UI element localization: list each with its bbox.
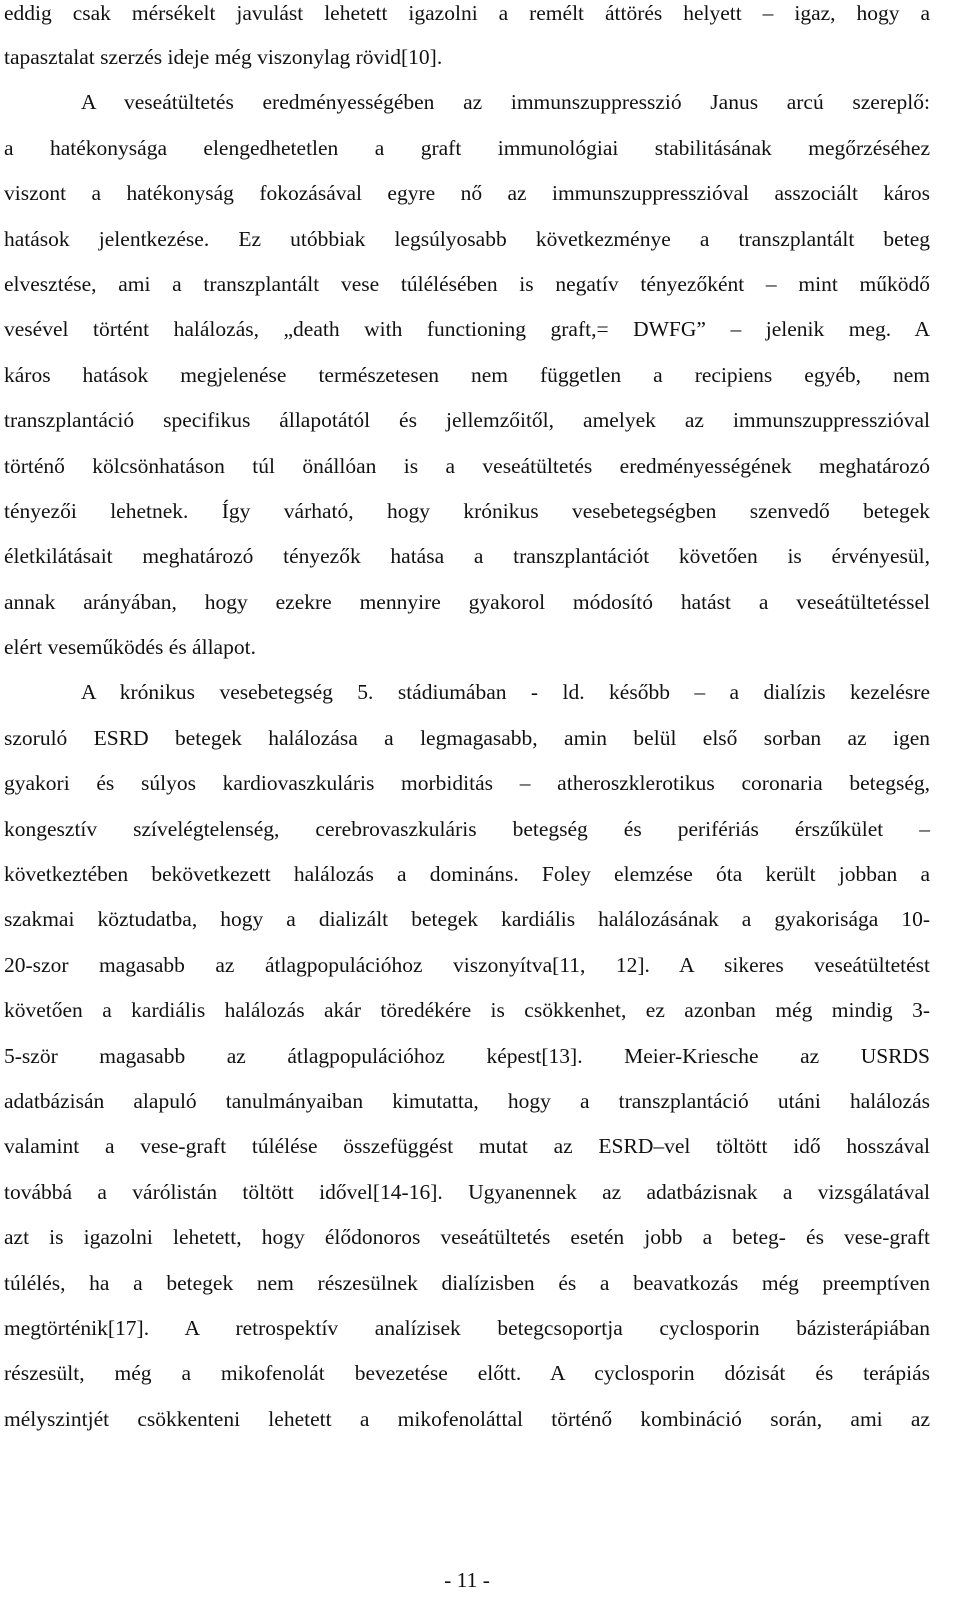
text-line: tényezői lehetnek. Így várható, hogy krónikus vesebetegségben szenvedő betegek [4,498,930,523]
text-line: kongesztív szívelégtelenség, cerebrovaszkuláris betegség és perifériás érszűkület – [4,816,930,841]
text-line: tapasztalat szerzés ideje még viszonylag rövid[10]. [4,45,443,69]
text-line: annak arányában, hogy ezekre mennyire gyakorol módosító hatást a veseátültetéssel [4,589,930,614]
text-line: szoruló ESRD betegek halálozása a legmagasabb, amin belül első sorban az igen [4,725,930,750]
text-line: részesült, még a mikofenolát bevezetése előtt. A cyclosporin dózisát és terápiás [4,1361,930,1386]
text-line: elvesztése, ami a transzplantált vese túlélésében is negatív tényezőként – mint működő [4,271,930,296]
paragraph-3 [4,677,930,1449]
text-line: valamint a vese-graft túlélése összefüggést mutat az ESRD–vel töltött idő hosszával [4,1134,930,1159]
text-line: hatások jelentkezése. Ez utóbbiak legsúlyosabb következménye a transzplantált beteg [4,226,930,251]
text-line: adatbázisán alapuló tanulmányaiban kimutatta, hogy a transzplantáció utáni halálozás [4,1088,930,1113]
paragraph-2 [4,87,930,677]
text-line: életkilátásait meghatározó tényezők hatása a transzplantációt követően is érvényesül, [4,544,930,569]
text-line: A veseátültetés eredményességében az immunszuppresszió Janus arcú szereplő: [81,90,930,115]
text-line: túlélés, ha a betegek nem részesülnek dialízisben és a beavatkozás még preemptíven [4,1270,930,1295]
document-page [4,0,930,1449]
text-line: eddig csak mérsékelt javulást lehetett igazolni a remélt áttörés helyett – igaz, hogy a [4,1,930,25]
text-line: 20-szor magasabb az átlagpopulációhoz viszonyítva[11, 12]. A sikeres veseátültetést [4,952,930,977]
text-line: vesével történt halálozás, „death with functioning graft,= DWFG” – jelenik meg. A [4,317,930,342]
text-line: azt is igazolni lehetett, hogy élődonoros veseátültetés esetén jobb a beteg- és vese-graft [4,1225,930,1250]
text-line: történő kölcsönhatáson túl önállóan is a veseátültetés eredményességének meghatározó [4,453,930,478]
text-line: mélyszintjét csökkenteni lehetett a mikofenoláttal történő kombináció során, ami az [4,1406,930,1431]
text-line: elért veseműködés és állapot. [4,635,256,660]
paragraph-1 [4,0,930,87]
text-line: transzplantáció specifikus állapotától és jellemzőitől, amelyek az immunszuppresszióval [4,408,930,433]
text-line: 5-ször magasabb az átlagpopulációhoz képest[13]. Meier-Kriesche az USRDS [4,1043,930,1068]
text-line: viszont a hatékonyság fokozásával egyre nő az immunszuppresszióval asszociált káros [4,181,930,206]
text-line: A krónikus vesebetegség 5. stádiumában - ld. később – a dialízis kezelésre [81,680,930,705]
text-line: továbbá a várólistán töltött idővel[14-16]. Ugyanennek az adatbázisnak a vizsgálatával [4,1179,930,1204]
text-line: követően a kardiális halálozás akár töredékére is csökkenhet, ez azonban még mindig 3- [4,998,930,1023]
text-line: a hatékonysága elengedhetetlen a graft immunológiai stabilitásának megőrzéséhez [4,135,930,160]
text-line: következtében bekövetkezett halálozás a domináns. Foley elemzése óta került jobban a [4,862,930,887]
text-line: káros hatások megjelenése természetesen nem független a recipiens egyéb, nem [4,362,930,387]
page-number: - 11 - [444,1568,490,1592]
text-line: gyakori és súlyos kardiovaszkuláris morbiditás – atheroszklerotikus coronaria betegség, [4,771,930,796]
text-line: szakmai köztudatba, hogy a dializált betegek kardiális halálozásának a gyakorisága 10- [4,907,930,932]
text-line: megtörténik[17]. A retrospektív analízisek betegcsoportja cyclosporin bázisterápiában [4,1315,930,1340]
